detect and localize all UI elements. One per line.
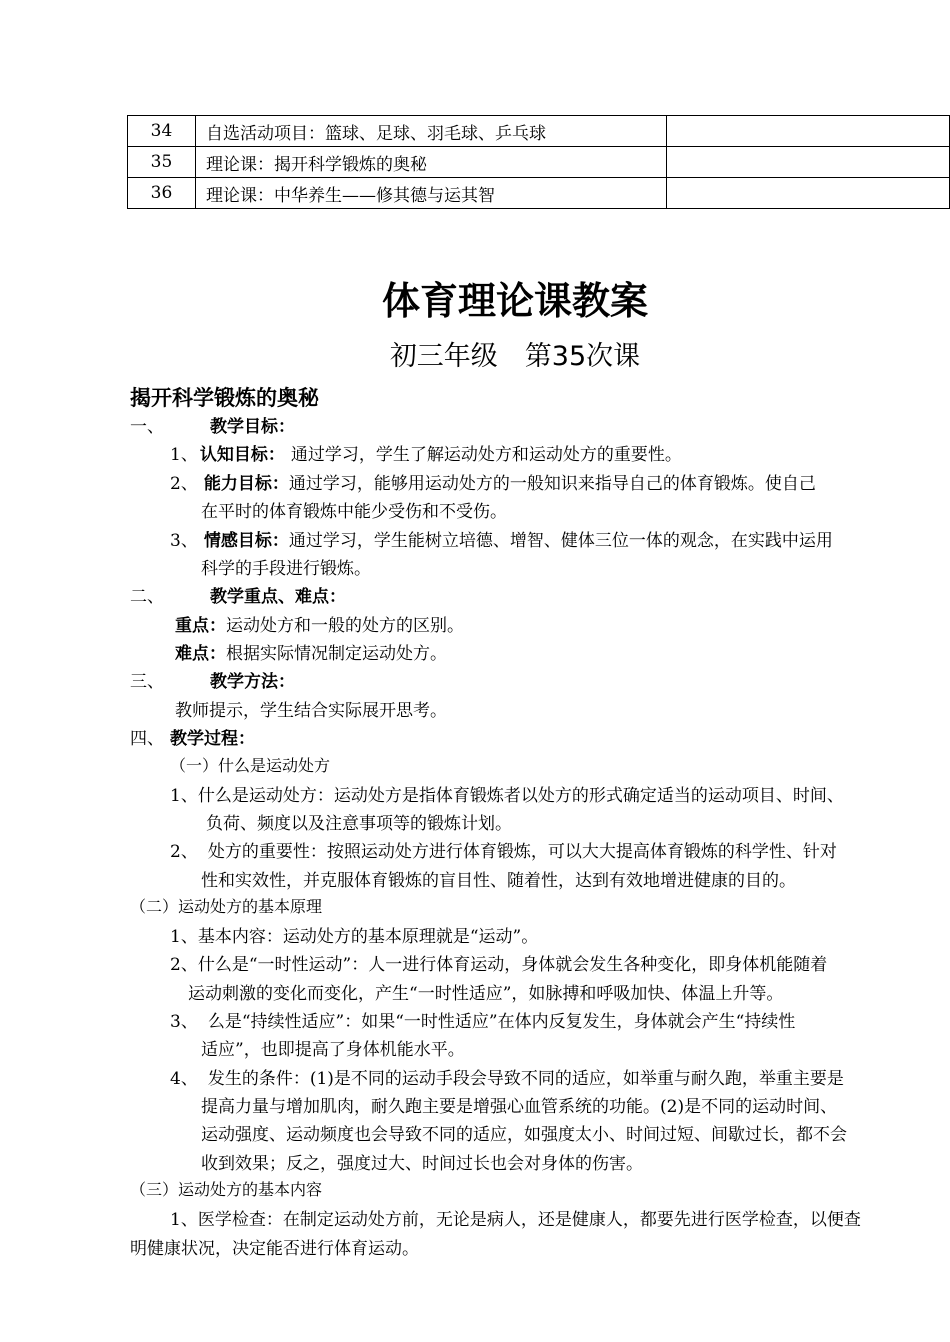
subsection-heading-1: （一）什么是运动处方 (170, 756, 331, 775)
difficult-point-label: 难点： (175, 644, 226, 664)
objective-ability (170, 469, 816, 494)
objective-emotional (170, 526, 833, 551)
paragraph-line: 明健康状况，决定能否进行体育运动。 (130, 1239, 419, 1259)
table-cell-num: 35 (128, 147, 196, 178)
lesson-title: 揭开科学锻炼的奥秘 (130, 386, 319, 410)
table-row (128, 178, 950, 209)
table-cell-topic: 理论课：中华养生——修其德与运其智 (196, 178, 667, 209)
section-method (130, 667, 295, 692)
item-text: 发生的条件：(1)是不同的运动手段会导致不同的适应，如举重与耐久跑，举重主要是 (207, 1069, 844, 1089)
table-cell-topic: 理论课：揭开科学锻炼的奥秘 (196, 147, 667, 178)
paragraph-line: 提高力量与增加肌肉，耐久跑主要是增强心血管系统的功能。(2)是不同的运动时间、 (201, 1097, 838, 1117)
objective-label: 认知目标： (199, 445, 285, 465)
paragraph-line: 1、基本内容：运动处方的基本原理就是“运动”。 (170, 927, 539, 947)
document-subtitle: 初三年级 第35次课 (389, 341, 641, 372)
table-cell-topic: 自选活动项目：篮球、足球、羽毛球、乒乓球 (196, 116, 667, 147)
table-row (128, 116, 950, 147)
paragraph-line: 负荷、频度以及注意事项等的锻炼计划。 (206, 814, 512, 834)
section-objectives (130, 412, 295, 437)
item-number: 4、 (170, 1069, 198, 1089)
method-text: 教师提示，学生结合实际展开思考。 (175, 701, 447, 721)
subsection-heading-2: （二）运动处方的基本原理 (130, 897, 323, 916)
paragraph-line: 2、什么是“一时性运动”：人一进行体育运动，身体就会发生各种变化，即身体机能随着 (170, 955, 828, 975)
subsection-heading-3: （三）运动处方的基本内容 (130, 1180, 323, 1199)
section-number: 二、 (130, 587, 164, 607)
document-title: 体育理论课教案 (381, 279, 648, 323)
key-point-text: 运动处方和一般的处方的区别。 (226, 616, 464, 636)
difficult-point-text: 根据实际情况制定运动处方。 (226, 644, 447, 664)
schedule-table (127, 115, 950, 209)
table-cell-empty (667, 116, 950, 147)
table-row (128, 147, 950, 178)
section-heading: 教学重点、难点： (210, 587, 346, 607)
table-cell-empty (667, 147, 950, 178)
section-number: 三、 (130, 672, 164, 692)
section-process (130, 724, 255, 749)
paragraph-line: 运动强度、运动频度也会导致不同的适应，如强度太小、时间过短、间歇过长，都不会 (201, 1125, 847, 1145)
objective-cognitive (170, 440, 682, 465)
paragraph-line: 适应”，也即提高了身体机能水平。 (201, 1040, 465, 1060)
table-cell-num: 34 (128, 116, 196, 147)
item-number: 1、 (170, 445, 198, 465)
objective-text: 通过学习，能够用运动处方的一般知识来指导自己的体育锻炼。使自己 (288, 474, 816, 494)
paragraph-line: 1、什么是运动处方：运动处方是指体育锻炼者以处方的形式确定适当的运动项目、时间、 (170, 786, 844, 806)
difficult-point (175, 639, 447, 664)
objective-text: 通过学习，学生能树立培德、增智、健体三位一体的观念，在实践中运用 (288, 531, 833, 551)
objective-text: 通过学习，学生了解运动处方和运动处方的重要性。 (290, 445, 682, 465)
paragraph-line: 1、医学检查：在制定运动处方前，无论是病人，还是健康人，都要先进行医学检查，以便查 (170, 1210, 861, 1230)
objective-emotional-cont: 科学的手段进行锻炼。 (201, 559, 371, 579)
table-cell-empty (667, 178, 950, 209)
section-number: 一、 (130, 417, 164, 437)
item-number: 3、 (170, 1012, 198, 1032)
section-key-points (130, 582, 346, 607)
item-text: 处方的重要性：按照运动处方进行体育锻炼，可以大大提高体育锻炼的科学性、针对 (207, 842, 837, 862)
key-point (175, 611, 464, 636)
paragraph-line (170, 1064, 844, 1089)
section-heading: 教学目标： (210, 417, 295, 437)
paragraph-line: 性和实效性，并克服体育锻炼的盲目性、随着性，达到有效地增进健康的目的。 (201, 871, 796, 891)
paragraph-line: 收到效果；反之，强度过大、时间过长也会对身体的伤害。 (201, 1154, 643, 1174)
section-heading: 教学过程： (170, 729, 255, 749)
paragraph-line (170, 837, 837, 862)
section-heading: 教学方法： (210, 672, 295, 692)
key-point-label: 重点： (175, 616, 226, 636)
item-number: 2、 (170, 474, 198, 494)
item-number: 2、 (170, 842, 198, 862)
item-number: 3、 (170, 531, 198, 551)
table-cell-num: 36 (128, 178, 196, 209)
section-number: 四、 (130, 729, 164, 749)
paragraph-line: 运动刺激的变化而变化，产生“一时性适应”，如脉搏和呼吸加快、体温上升等。 (188, 984, 784, 1004)
item-text: 么是“持续性适应”：如果“一时性适应”在体内反复发生，身体就会产生“持续性 (207, 1012, 796, 1032)
paragraph-line (170, 1007, 795, 1032)
objective-label: 情感目标： (203, 531, 289, 551)
objective-ability-cont: 在平时的体育锻炼中能少受伤和不受伤。 (201, 502, 507, 522)
objective-label: 能力目标： (203, 474, 289, 494)
